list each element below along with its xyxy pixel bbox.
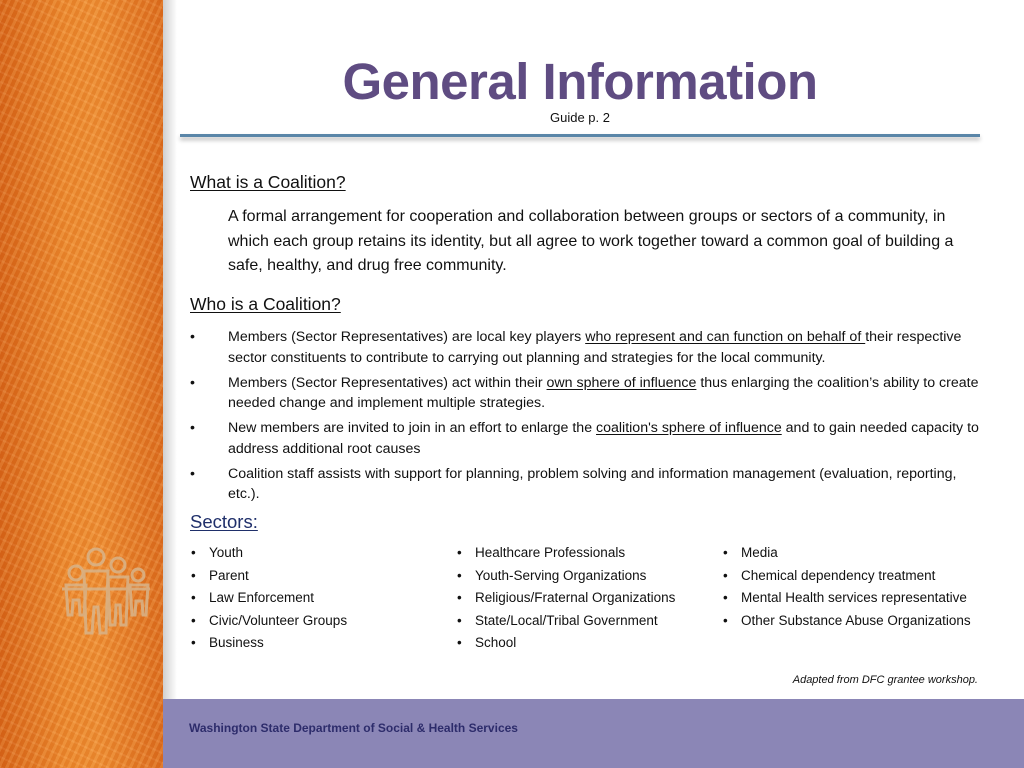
bullet-icon: • [191, 612, 196, 628]
list-item: • Members (Sector Representatives) act within their own sphere of influence thus enlarging the coalition’s ability to create needed change and implement multiple strategies. [190, 374, 979, 411]
sector-item: • Parent [191, 565, 347, 588]
sector-item: • Religious/Fraternal Organizations [457, 587, 675, 610]
sector-item: • Chemical dependency treatment [723, 565, 971, 588]
underlined-phrase: coalition's sphere of influence [596, 420, 782, 436]
bullet-icon: • [457, 545, 462, 560]
who-list [190, 327, 980, 509]
list-item: • Members (Sector Representatives) are local key players who represent and can function on behalf of their respective sector constituents to contribute to carrying out planning and strategies for the local community. [190, 329, 962, 366]
sector-item: • Civic/Volunteer Groups [191, 610, 347, 633]
coalition-definition: A formal arrangement for cooperation and collaboration between groups or sectors of a community, in which each group retains its identity, but all agree to work together toward a common goal of building a safe, healthy, and drug free community. [228, 208, 954, 274]
sectors-column-2 [457, 542, 675, 655]
bullet-icon: • [723, 612, 728, 628]
who-heading: Who is a Coalition? [190, 294, 341, 314]
sector-item: • Youth [191, 542, 347, 565]
list-item: • Coalition staff assists with support for planning, problem solving and information management (evaluation, reporting, etc.). [190, 465, 957, 502]
title-divider [180, 134, 980, 137]
sector-item: • Youth-Serving Organizations [457, 565, 675, 588]
underlined-phrase: who represent and can function on behalf of [585, 329, 866, 345]
footer-band [163, 699, 1024, 768]
bullet-icon: • [723, 545, 728, 560]
bullet-icon: • [457, 635, 462, 651]
underlined-phrase: own sphere of influence [546, 374, 697, 391]
bullet-icon: • [190, 465, 195, 482]
bullet-icon: • [723, 590, 728, 606]
sector-item: • State/Local/Tribal Government [457, 610, 675, 633]
sector-item: • Healthcare Professionals [457, 542, 675, 565]
bullet-icon: • [191, 545, 196, 560]
sectors-heading: Sectors: [190, 511, 258, 532]
sector-item: • Mental Health services representative [723, 587, 971, 610]
sectors-column-1 [191, 542, 347, 655]
page-title: General Information [342, 53, 818, 110]
bullet-icon: • [723, 567, 728, 583]
bullet-icon: • [191, 567, 196, 583]
what-heading: What is a Coalition? [190, 172, 346, 192]
bullet-icon: • [190, 420, 195, 436]
sector-item: • Other Substance Abuse Organizations [723, 610, 971, 633]
sectors-column-3 [723, 542, 971, 632]
sector-item: • Business [191, 632, 347, 655]
people-figures-icon [58, 545, 152, 637]
sector-item: • School [457, 632, 675, 655]
sector-item: • Media [723, 542, 971, 565]
source-credit: Adapted from DFC grantee workshop. [792, 674, 978, 686]
bullet-icon: • [191, 635, 196, 651]
list-item: • New members are invited to join in an effort to enlarge the coalition's sphere of influence and to gain needed capacity to address additional root causes [190, 420, 979, 457]
bullet-icon: • [457, 567, 462, 583]
bullet-icon: • [190, 329, 195, 345]
bullet-icon: • [190, 374, 195, 391]
page-subtitle: Guide p. 2 [550, 110, 610, 125]
footer-organization: Washington State Department of Social & Health Services [189, 721, 518, 735]
bullet-icon: • [457, 590, 462, 606]
bullet-icon: • [457, 612, 462, 628]
bullet-icon: • [191, 590, 196, 606]
sidebar-shadow [163, 0, 177, 768]
sidebar-orange-band [0, 0, 163, 768]
sector-item: • Law Enforcement [191, 587, 347, 610]
